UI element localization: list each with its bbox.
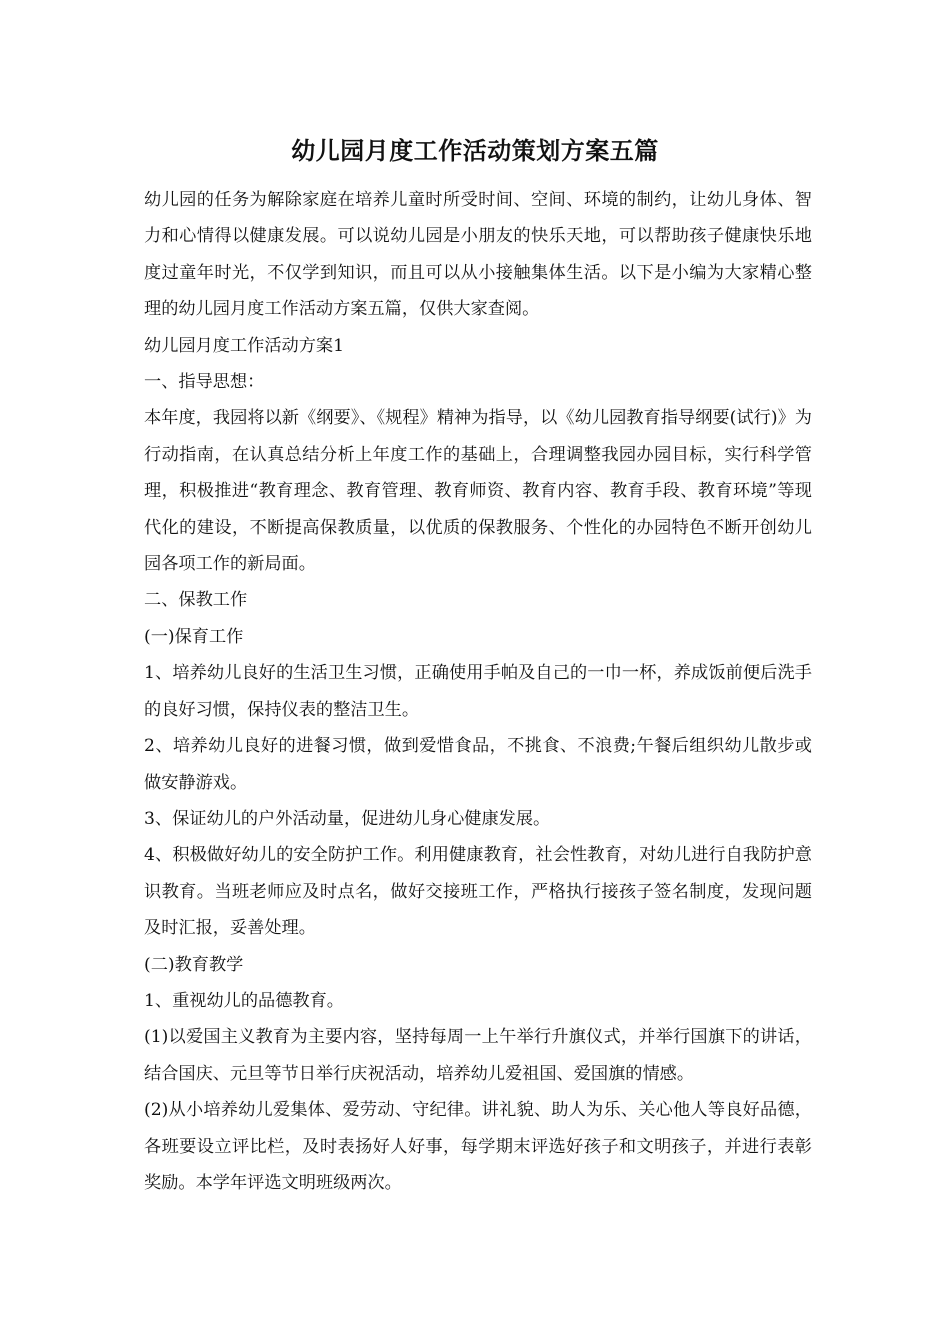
paragraph-plan-heading: 幼儿园月度工作活动方案1 (144, 335, 344, 356)
paragraph-care-item-2: 2、培养幼儿良好的进餐习惯，做到爱惜食品，不挑食、不浪费;午餐后组织幼儿散步或做安静游戏。 (144, 736, 812, 793)
paragraph-care-item-4: 4、积极做好幼儿的安全防护工作。利用健康教育，社会性教育，对幼儿进行自我防护意识教育。当班老师应及时点名，做好交接班工作，严格执行接孩子签名制度，发现问题及时汇报，妥善处理。 (144, 845, 812, 939)
document-body (144, 182, 812, 1201)
paragraph-intro: 幼儿园的任务为解除家庭在培养儿童时所受时间、空间、环境的制约，让幼儿身体、智力和心情得以健康发展。可以说幼儿园是小朋友的快乐天地，可以帮助孩子健康快乐地度过童年时光，不仅学到知识，而且可以从小接触集体生活。以下是小编为大家精心整理的幼儿园月度工作活动方案五篇，仅供大家查阅。 (144, 190, 812, 320)
paragraph-teaching-item-1-2: (2)从小培养幼儿爱集体、爱劳动、守纪律。讲礼貌、助人为乐、关心他人等良好品德，各班要设立评比栏，及时表扬好人好事，每学期末评选好孩子和文明孩子，并进行表彰奖励。本学年评选文明班级两次。 (144, 1100, 812, 1193)
paragraph-care-item-1: 1、培养幼儿良好的生活卫生习惯，正确使用手帕及自己的一巾一杯，养成饭前便后洗手的良好习惯，保持仪表的整洁卫生。 (144, 663, 812, 720)
paragraph-section-2-heading: 二、保教工作 (144, 590, 248, 611)
paragraph-guiding-thought: 本年度，我园将以新《纲要》、《规程》精神为指导，以《幼儿园教育指导纲要(试行)》为行动指南，在认真总结分析上年度工作的基础上，合理调整我园办园目标，实行科学管理，积极推进“教育理念、教育管理、教育师资、教育内容、教育手段、教育环境”等现代化的建设，不断提高保教质量，以优质的保教服务、个性化的办园特色不断开创幼儿园各项工作的新局面。 (144, 408, 812, 575)
paragraph-subsection-care-heading: (一)保育工作 (144, 626, 244, 647)
paragraph-care-item-3: 3、保证幼儿的户外活动量，促进幼儿身心健康发展。 (144, 808, 551, 829)
paragraph-teaching-item-1: 1、重视幼儿的品德教育。 (144, 990, 344, 1011)
paragraph-teaching-item-1-1: (1)以爱国主义教育为主要内容，坚持每周一上午举行升旗仪式，并举行国旗下的讲话，结合国庆、元旦等节日举行庆祝活动，培养幼儿爱祖国、爱国旗的情感。 (144, 1027, 812, 1084)
document-title: 幼儿园月度工作活动策划方案五篇 (291, 136, 659, 165)
paragraph-subsection-teaching-heading: (二)教育教学 (144, 954, 244, 975)
paragraph-section-1-heading: 一、指导思想： (144, 372, 265, 393)
